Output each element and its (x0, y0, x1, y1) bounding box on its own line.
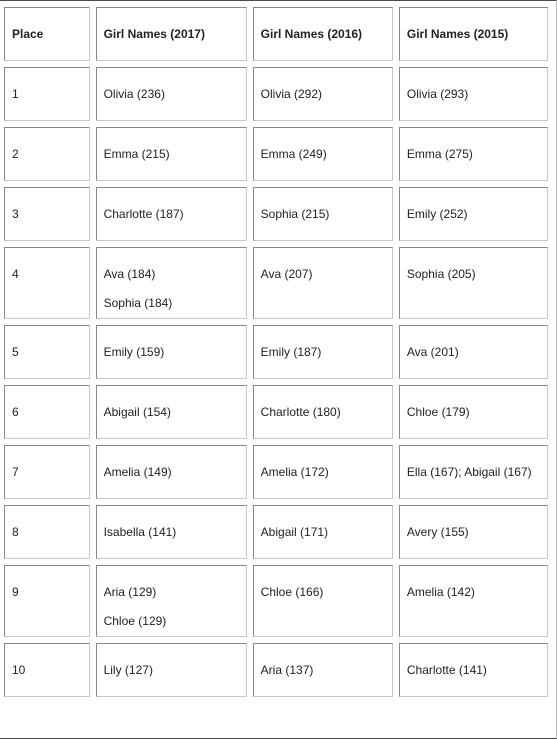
table-row (4, 445, 548, 499)
cell-2016 (253, 187, 393, 241)
name-entry: Amelia (149) (103, 464, 172, 479)
name-entry: Chloe (129) (103, 614, 167, 628)
name-entry: Sophia (205) (406, 267, 476, 281)
name-entry: Isabella (141) (103, 524, 177, 539)
name-entry: Olivia (236) (103, 86, 165, 101)
name-entry: Olivia (292) (260, 86, 323, 101)
header-2015: Girl Names (2015) (399, 7, 548, 61)
table-row (4, 187, 548, 241)
name-entry: Sophia (184) (103, 296, 173, 310)
cell-2016 (253, 445, 393, 499)
name-entry: Ava (207) (260, 267, 313, 281)
name-entry: Amelia (142) (406, 585, 475, 599)
cell-place: 3 (4, 187, 90, 241)
name-entry: Ava (201) (406, 344, 459, 359)
name-entry: Charlotte (141) (406, 662, 487, 677)
cell-2017 (96, 127, 247, 181)
name-entry: Olivia (293) (406, 86, 469, 101)
girl-names-table (0, 1, 554, 703)
cell-2015 (399, 127, 548, 181)
cell-2015 (399, 565, 548, 637)
name-entry: Lily (127) (103, 662, 153, 677)
cell-2015 (399, 325, 548, 379)
name-entry: Emily (159) (103, 344, 165, 359)
name-entry: Aria (129) (103, 585, 157, 599)
name-entry: Chloe (166) (260, 585, 324, 599)
name-entry: Charlotte (180) (260, 404, 341, 419)
cell-2015 (399, 445, 548, 499)
cell-2016 (253, 643, 393, 697)
cell-2015 (399, 187, 548, 241)
table-row (4, 247, 548, 319)
header-place: Place (4, 7, 90, 61)
cell-2016 (253, 325, 393, 379)
cell-2015 (399, 385, 548, 439)
name-entry: Charlotte (187) (103, 206, 184, 221)
cell-2017 (96, 187, 247, 241)
header-2016: Girl Names (2016) (253, 7, 393, 61)
table-row (4, 643, 548, 697)
header-2017: Girl Names (2017) (96, 7, 247, 61)
cell-place: 6 (4, 385, 90, 439)
cell-place: 4 (4, 247, 90, 319)
name-entry: Emily (187) (260, 344, 322, 359)
table-body (4, 67, 548, 697)
name-entry: Emma (275) (406, 146, 473, 161)
table-row (4, 67, 548, 121)
cell-place: 10 (4, 643, 90, 697)
name-entry: Chloe (179) (406, 404, 470, 419)
name-entry: Aria (137) (260, 662, 314, 677)
cell-2015 (399, 67, 548, 121)
name-entry: Emma (215) (103, 146, 170, 161)
header-row (4, 7, 548, 61)
name-entry: Emily (252) (406, 206, 468, 221)
cell-2015 (399, 643, 548, 697)
cell-2016 (253, 565, 393, 637)
cell-2015 (399, 247, 548, 319)
cell-2017 (96, 643, 247, 697)
cell-place: 5 (4, 325, 90, 379)
cell-2016 (253, 505, 393, 559)
name-entry: Ella (167); Abigail (167) (406, 464, 532, 479)
name-entry: Abigail (171) (260, 524, 329, 539)
cell-2017 (96, 445, 247, 499)
table-row (4, 565, 548, 637)
name-entry: Abigail (154) (103, 404, 171, 419)
cell-place: 8 (4, 505, 90, 559)
cell-2017 (96, 505, 247, 559)
cell-place: 7 (4, 445, 90, 499)
cell-2017 (96, 385, 247, 439)
cell-place: 2 (4, 127, 90, 181)
table-row (4, 127, 548, 181)
table-row (4, 325, 548, 379)
cell-2017 (96, 565, 247, 637)
name-entry: Sophia (215) (260, 206, 330, 221)
cell-2016 (253, 127, 393, 181)
name-entry: Amelia (172) (260, 464, 329, 479)
cell-place: 1 (4, 67, 90, 121)
cell-2017 (96, 247, 247, 319)
cell-2016 (253, 247, 393, 319)
name-entry: Avery (155) (406, 524, 469, 539)
cell-2015 (399, 505, 548, 559)
cell-2016 (253, 385, 393, 439)
name-entry: Ava (184) (103, 267, 156, 281)
table-row (4, 505, 548, 559)
name-entry: Emma (249) (260, 146, 327, 161)
table-row (4, 385, 548, 439)
cell-2017 (96, 67, 247, 121)
cell-2016 (253, 67, 393, 121)
cell-2017 (96, 325, 247, 379)
cell-place: 9 (4, 565, 90, 637)
